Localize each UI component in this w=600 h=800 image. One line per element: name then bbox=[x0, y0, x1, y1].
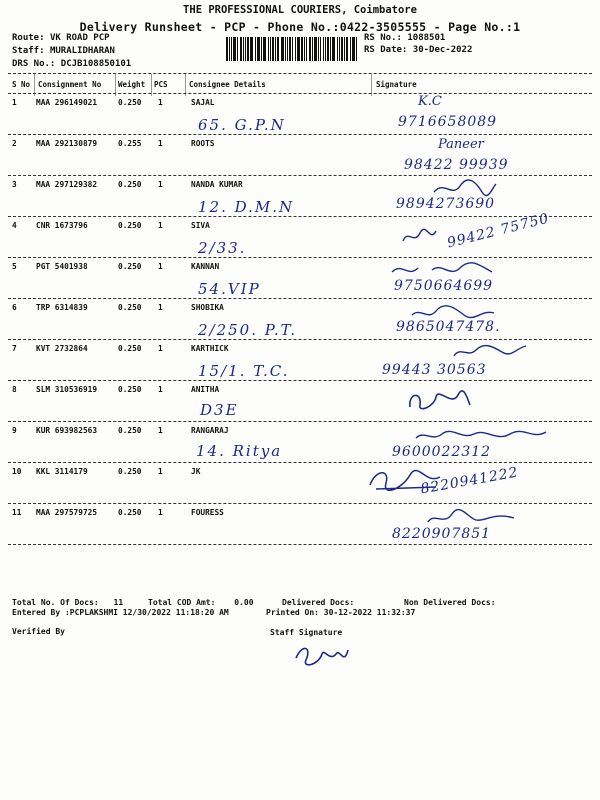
row-weight: 0.250 bbox=[118, 344, 142, 353]
table-row bbox=[0, 258, 600, 299]
row-consignment: MAA 296149021 bbox=[36, 98, 98, 107]
row-consignment: KUR 693982563 bbox=[36, 426, 98, 435]
company-name: THE PROFESSIONAL COURIERS, Coimbatore bbox=[183, 4, 417, 16]
barcode-bar bbox=[312, 37, 313, 61]
barcode-bar bbox=[277, 37, 279, 61]
route-info bbox=[12, 33, 110, 43]
barcode-bar bbox=[323, 37, 324, 61]
table-row bbox=[0, 463, 600, 504]
barcode-bar bbox=[301, 37, 303, 61]
staff-label: Staff: bbox=[12, 46, 45, 56]
handwritten-phone: 8220941222 bbox=[419, 464, 520, 498]
barcode-bar bbox=[243, 37, 244, 61]
barcode-bar bbox=[297, 37, 300, 61]
verified-by: Verified By bbox=[12, 627, 65, 636]
row-weight: 0.250 bbox=[118, 467, 142, 476]
row-pcs: 1 bbox=[158, 508, 163, 517]
barcode-bar bbox=[231, 37, 232, 61]
handwritten-phone: 99422 75750 bbox=[445, 210, 551, 252]
row-weight: 0.250 bbox=[118, 426, 142, 435]
barcode-bar bbox=[314, 37, 317, 61]
runsheet-title: Delivery Runsheet - PCP - Phone No.:0422-3505555 - Page No.:1 bbox=[79, 20, 521, 34]
barcode-bar bbox=[304, 37, 305, 61]
entered-by: Entered By :PCPLAKSHMI 12/30/2022 11:18:20 AM bbox=[12, 608, 229, 617]
col-header-signature: Signature bbox=[376, 80, 417, 89]
barcode-bar bbox=[237, 37, 238, 61]
signature-scribble bbox=[450, 342, 530, 362]
row-sno: 9 bbox=[12, 426, 17, 435]
row-consignment: CNR 1673796 bbox=[36, 221, 88, 230]
row-sno: 2 bbox=[12, 139, 17, 148]
row-sno: 3 bbox=[12, 180, 17, 189]
drs-label: DRS No.: bbox=[12, 59, 56, 69]
col-header-sno: S No bbox=[12, 80, 31, 89]
barcode-bar bbox=[272, 37, 274, 61]
row-consignment: SLM 310536919 bbox=[36, 385, 98, 394]
staff-signature-label: Staff Signature bbox=[270, 628, 343, 637]
table-row bbox=[0, 176, 600, 217]
row-weight: 0.250 bbox=[118, 180, 142, 189]
route-value: VK ROAD PCP bbox=[49, 33, 110, 43]
handwritten-signature: Paneer bbox=[438, 137, 484, 152]
cod-value: 0.00 bbox=[234, 598, 254, 607]
barcode-bar bbox=[309, 37, 311, 61]
row-consignment: MAA 297129382 bbox=[36, 180, 98, 189]
row-consignee: ANITHA bbox=[191, 385, 220, 394]
row-consignee: KARTHICK bbox=[191, 344, 229, 353]
handwritten-address: 14. Ritya bbox=[196, 442, 283, 460]
table-row bbox=[0, 340, 600, 381]
barcode-bar bbox=[356, 37, 357, 61]
row-sno: 10 bbox=[12, 467, 22, 476]
row-consignee: FOURESS bbox=[191, 508, 224, 517]
col-header-consignment: Consignment No bbox=[38, 80, 102, 89]
row-pcs: 1 bbox=[158, 180, 163, 189]
barcode-bar bbox=[263, 37, 266, 61]
drs-info bbox=[12, 59, 131, 69]
row-consignee: ROOTS bbox=[191, 139, 215, 148]
total-docs bbox=[12, 598, 123, 607]
printed-on: Printed On: 30-12-2022 11:32:37 bbox=[266, 608, 416, 617]
row-sno: 4 bbox=[12, 221, 17, 230]
table-row bbox=[0, 299, 600, 340]
barcode-image bbox=[226, 37, 358, 61]
staff-value: MURALIDHARAN bbox=[49, 46, 115, 56]
row-consignment: KVT 2732864 bbox=[36, 344, 88, 353]
barcode-bar bbox=[258, 37, 260, 61]
handwritten-address: 2/250. P.T. bbox=[198, 321, 298, 339]
rs-date-label: RS Date: bbox=[364, 45, 408, 55]
barcode-bar bbox=[268, 37, 269, 61]
row-weight: 0.250 bbox=[118, 385, 142, 394]
row-weight: 0.250 bbox=[118, 262, 142, 271]
barcode-bar bbox=[226, 37, 228, 61]
table-row bbox=[0, 422, 600, 463]
col-header-pcs: PCS bbox=[154, 80, 168, 89]
row-pcs: 1 bbox=[158, 303, 163, 312]
rs-no-info bbox=[364, 33, 445, 43]
row-consignee: SIVA bbox=[191, 221, 210, 230]
handwritten-phone: 98422 99939 bbox=[404, 157, 509, 173]
row-weight: 0.250 bbox=[118, 98, 142, 107]
barcode-bar bbox=[289, 37, 291, 61]
handwritten-phone: 9716658089 bbox=[398, 114, 498, 130]
barcode-bar bbox=[295, 37, 296, 61]
row-pcs: 1 bbox=[158, 221, 163, 230]
rs-no-label: RS No.: bbox=[364, 33, 402, 43]
barcode-bar bbox=[306, 37, 307, 61]
drs-value: DCJB108850101 bbox=[60, 59, 132, 69]
row-consignee: SAJAL bbox=[191, 98, 215, 107]
signature-scribble bbox=[424, 508, 520, 528]
row-weight: 0.250 bbox=[118, 303, 142, 312]
row-consignment: MAA 297579725 bbox=[36, 508, 98, 517]
barcode-bar bbox=[281, 37, 284, 61]
barcode-bar bbox=[332, 37, 335, 61]
table-row bbox=[0, 94, 600, 135]
barcode-bar bbox=[285, 37, 286, 61]
row-pcs: 1 bbox=[158, 426, 163, 435]
delivered-docs-label: Delivered Docs: bbox=[282, 598, 355, 607]
total-cod bbox=[148, 598, 254, 607]
barcode-bar bbox=[327, 37, 329, 61]
row-pcs: 1 bbox=[158, 98, 163, 107]
barcode-bar bbox=[247, 37, 249, 61]
row-consignee: SHOBIKA bbox=[191, 303, 224, 312]
handwritten-phone: 9750664699 bbox=[394, 278, 494, 294]
row-consignee: RANGARAJ bbox=[191, 426, 229, 435]
handwritten-address: 2/33. bbox=[198, 239, 247, 257]
barcode-bar bbox=[287, 37, 288, 61]
row-pcs: 1 bbox=[158, 467, 163, 476]
row-sno: 7 bbox=[12, 344, 17, 353]
handwritten-address: 15/1. T.C. bbox=[198, 362, 290, 380]
barcode-bar bbox=[341, 37, 343, 61]
handwritten-address: 12. D.M.N bbox=[198, 198, 295, 216]
table-row bbox=[0, 210, 600, 258]
barcode-bar bbox=[257, 37, 258, 61]
handwritten-address: 54.VIP bbox=[198, 280, 261, 298]
table-row bbox=[0, 504, 600, 545]
barcode-bar bbox=[330, 37, 331, 61]
handwritten-address: 65. G.P.N bbox=[198, 116, 286, 134]
handwritten-phone: 99443 30563 bbox=[382, 362, 487, 378]
row-weight: 0.255 bbox=[118, 139, 142, 148]
table-row bbox=[0, 135, 600, 176]
row-sno: 8 bbox=[12, 385, 17, 394]
barcode-bar bbox=[261, 37, 262, 61]
table-top-rule bbox=[8, 73, 592, 74]
barcode-bar bbox=[255, 37, 256, 61]
barcode-bar bbox=[337, 37, 338, 61]
staff-signature-mark bbox=[292, 640, 352, 674]
table-row bbox=[0, 381, 600, 422]
barcode-bar bbox=[292, 37, 293, 61]
barcode-bar bbox=[350, 37, 351, 61]
handwritten-phone: 9894273690 bbox=[396, 196, 496, 212]
handwritten-phone: 9865047478. bbox=[396, 319, 501, 335]
row-sno: 6 bbox=[12, 303, 17, 312]
row-sno: 5 bbox=[12, 262, 17, 271]
handwritten-signature: K.C bbox=[418, 94, 442, 109]
row-consignee: NANDA KUMAR bbox=[191, 180, 243, 189]
signature-scribble bbox=[412, 426, 552, 446]
barcode-bar bbox=[240, 37, 242, 61]
signature-scribble bbox=[400, 225, 440, 247]
total-docs-value: 11 bbox=[113, 598, 124, 607]
row-consignment: PGT 5401938 bbox=[36, 262, 88, 271]
barcode-bar bbox=[233, 37, 236, 61]
row-pcs: 1 bbox=[158, 139, 163, 148]
barcode-bar bbox=[339, 37, 340, 61]
barcode-bar bbox=[325, 37, 326, 61]
barcode-bar bbox=[352, 37, 355, 61]
row-sno: 11 bbox=[12, 508, 22, 517]
barcode-bar bbox=[275, 37, 276, 61]
row-weight: 0.250 bbox=[118, 508, 142, 517]
signature-scribble bbox=[388, 260, 498, 280]
row-consignee: JK bbox=[191, 467, 201, 476]
row-pcs: 1 bbox=[158, 344, 163, 353]
signature-scribble bbox=[404, 387, 474, 415]
row-consignment: TRP 6314839 bbox=[36, 303, 88, 312]
barcode-bar bbox=[344, 37, 345, 61]
rs-date-value: 30-Dec-2022 bbox=[412, 45, 473, 55]
row-consignee: KANNAN bbox=[191, 262, 220, 271]
rs-date-info bbox=[364, 45, 472, 55]
row-sno: 1 bbox=[12, 98, 17, 107]
row-consignment: MAA 292130879 bbox=[36, 139, 98, 148]
row-consignment: KKL 3114179 bbox=[36, 467, 88, 476]
row-pcs: 1 bbox=[158, 385, 163, 394]
route-label: Route: bbox=[12, 33, 45, 43]
total-docs-label: Total No. Of Docs: bbox=[12, 598, 99, 607]
barcode-bar bbox=[245, 37, 246, 61]
barcode-bar bbox=[270, 37, 271, 61]
barcode-bar bbox=[320, 37, 322, 61]
row-weight: 0.250 bbox=[118, 221, 142, 230]
barcode-bar bbox=[250, 37, 253, 61]
handwritten-phone: 9600022312 bbox=[392, 444, 492, 460]
rs-no-value: 1088501 bbox=[407, 33, 446, 43]
cod-label: Total COD Amt: bbox=[148, 598, 216, 607]
col-header-consignee: Consignee Details bbox=[189, 80, 266, 89]
barcode-bar bbox=[346, 37, 348, 61]
barcode-bar bbox=[318, 37, 319, 61]
handwritten-phone: 8220907851 bbox=[392, 526, 492, 542]
col-header-weight: Weight bbox=[118, 80, 146, 89]
barcode-bar bbox=[229, 37, 230, 61]
signature-scribble bbox=[430, 178, 500, 198]
row-pcs: 1 bbox=[158, 262, 163, 271]
non-delivered-docs-label: Non Delivered Docs: bbox=[404, 598, 496, 607]
staff-info bbox=[12, 46, 115, 56]
row-divider bbox=[8, 544, 592, 545]
handwritten-address: D3E bbox=[200, 401, 239, 419]
